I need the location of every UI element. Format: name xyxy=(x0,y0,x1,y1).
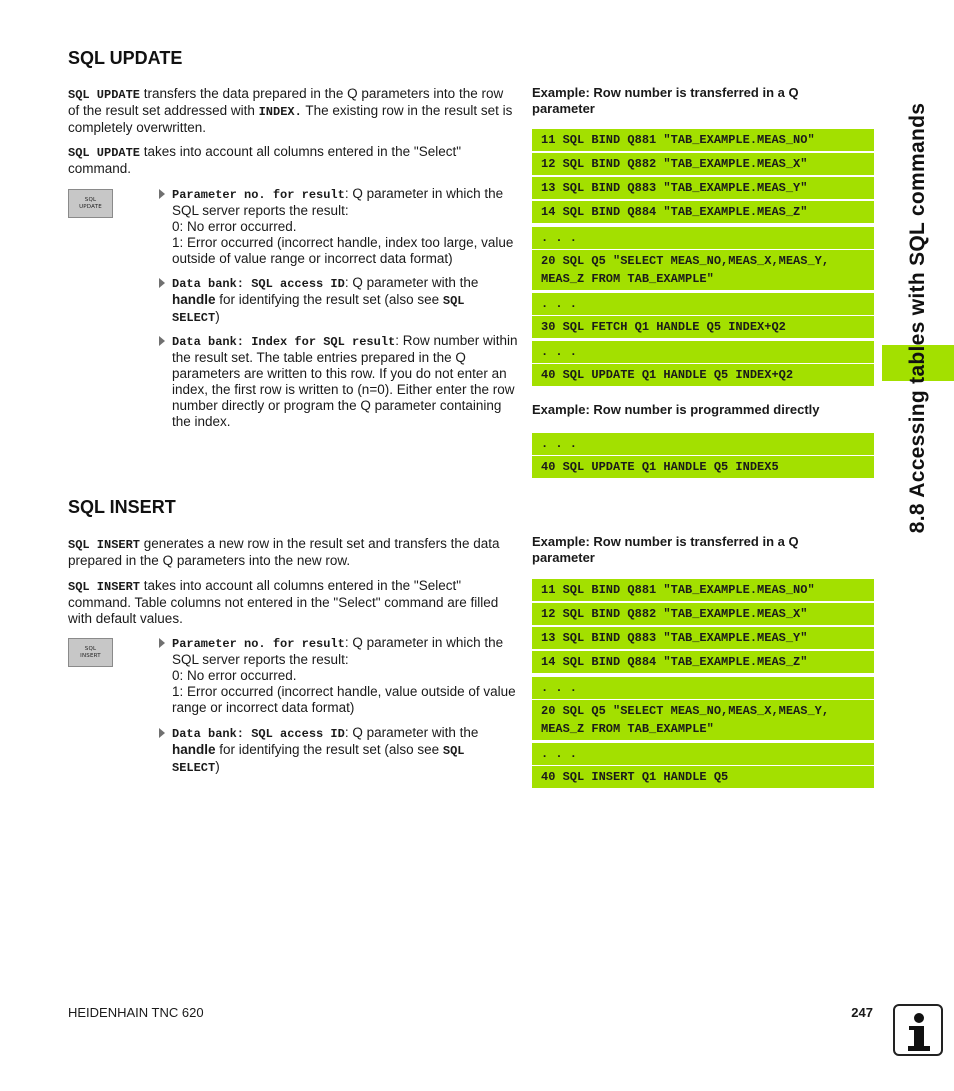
bold-text: handle xyxy=(172,742,216,757)
example-title: Example: Row number is transferred in a Q parameter xyxy=(532,85,799,116)
code-line: 20 SQL Q5 "SELECT MEAS_NO,MEAS_X,MEAS_Y, MEAS_Z FROM TAB_EXAMPLE" xyxy=(532,700,874,740)
triangle-bullet-icon xyxy=(159,638,165,648)
inline-code: Data bank: SQL access ID xyxy=(172,277,345,291)
inline-code: SQL INSERT xyxy=(68,538,141,552)
inline-code: SQL INSERT xyxy=(68,580,141,594)
text: transfers the data prepared in the Q parameters into the row of the result set addressed with xyxy=(68,86,504,118)
code-line: . . . xyxy=(532,293,874,315)
paragraph xyxy=(68,144,518,177)
text: takes into account all columns entered in the "Select" command. Table columns not entered in the "Select" command are filled with default values. xyxy=(68,578,499,626)
inline-code: SQL UPDATE xyxy=(68,88,141,102)
inline-code: SQL UPDATE xyxy=(68,146,141,160)
softkey-sql-insert[interactable] xyxy=(68,638,113,667)
example-title: Example: Row number is transferred in a Q parameter xyxy=(532,534,799,565)
text: : Q parameter in which the SQL server reports the result: xyxy=(172,635,504,667)
code-line: 40 SQL UPDATE Q1 HANDLE Q5 INDEX+Q2 xyxy=(532,364,874,386)
code-line: . . . xyxy=(532,433,874,455)
softkey-label: UPDATE xyxy=(79,204,102,210)
code-line: 40 SQL INSERT Q1 HANDLE Q5 xyxy=(532,766,874,788)
text: for identifying the result set (also see xyxy=(215,742,443,757)
text: 1: Error occurred (incorrect handle, index too large, value outside of value range or incorrect data format) xyxy=(172,235,514,266)
text: generates a new row in the result set and transfers the data prepared in the Q parameters into the new row. xyxy=(68,536,500,568)
text: : Q parameter with the xyxy=(344,275,479,290)
bullet-item xyxy=(159,635,519,716)
softkey-label: SQL xyxy=(84,197,97,203)
text: : Q parameter with the xyxy=(344,725,479,740)
text: ) xyxy=(215,309,220,324)
softkey-label: SQL xyxy=(84,646,97,652)
code-line: 20 SQL Q5 "SELECT MEAS_NO,MEAS_X,MEAS_Y, MEAS_Z FROM TAB_EXAMPLE" xyxy=(532,250,874,290)
code-line: . . . xyxy=(532,227,874,249)
code-line: 30 SQL FETCH Q1 HANDLE Q5 INDEX+Q2 xyxy=(532,316,874,338)
code-line: 13 SQL BIND Q883 "TAB_EXAMPLE.MEAS_Y" xyxy=(532,627,874,649)
bullet-item xyxy=(159,275,519,326)
code-line: 11 SQL BIND Q881 "TAB_EXAMPLE.MEAS_NO" xyxy=(532,129,874,151)
triangle-bullet-icon xyxy=(159,278,165,288)
text: for identifying the result set (also see xyxy=(215,292,443,307)
text: 1: Error occurred (incorrect handle, value outside of value range or incorrect data format) xyxy=(172,684,516,715)
section-heading-sql-insert: SQL INSERT xyxy=(68,497,176,517)
inline-code: SQL SELECT xyxy=(172,294,465,325)
chapter-tab-title: 8.8 Accessing tables with SQL commands xyxy=(906,102,929,534)
code-line: . . . xyxy=(532,743,874,765)
bullet-item xyxy=(159,725,519,776)
inline-code: INDEX. xyxy=(258,105,302,119)
code-line: 12 SQL BIND Q882 "TAB_EXAMPLE.MEAS_X" xyxy=(532,603,874,625)
triangle-bullet-icon xyxy=(159,189,165,199)
code-line: 40 SQL UPDATE Q1 HANDLE Q5 INDEX5 xyxy=(532,456,874,478)
page-number: 247 xyxy=(851,1005,873,1020)
softkey-label: INSERT xyxy=(80,653,101,659)
code-line: 14 SQL BIND Q884 "TAB_EXAMPLE.MEAS_Z" xyxy=(532,651,874,673)
inline-code: Parameter no. for result xyxy=(172,637,345,651)
info-icon xyxy=(893,1004,943,1056)
paragraph xyxy=(68,578,518,627)
paragraph xyxy=(68,86,518,136)
paragraph xyxy=(68,536,518,569)
triangle-bullet-icon xyxy=(159,728,165,738)
softkey-sql-update[interactable] xyxy=(68,189,113,218)
inline-code: Parameter no. for result xyxy=(172,188,345,202)
inline-code: Data bank: Index for SQL result xyxy=(172,335,396,349)
code-line: 11 SQL BIND Q881 "TAB_EXAMPLE.MEAS_NO" xyxy=(532,579,874,601)
code-line: . . . xyxy=(532,677,874,699)
text: : Row number within the result set. The table entries prepared in the Q parameters are written to this row. If you do not enter an index, the first row is written to (n=0). Either enter the row number directly or program the Q parameter containing the index. xyxy=(172,333,518,429)
bullet-item xyxy=(159,186,519,267)
triangle-bullet-icon xyxy=(159,336,165,346)
code-line: 12 SQL BIND Q882 "TAB_EXAMPLE.MEAS_X" xyxy=(532,153,874,175)
code-line: . . . xyxy=(532,341,874,363)
inline-code: SQL SELECT xyxy=(172,744,465,775)
bold-text: handle xyxy=(172,292,216,307)
text: The existing row in the result set is completely overwritten. xyxy=(68,103,513,135)
example-title: Example: Row number is programmed directly xyxy=(532,402,820,417)
text: takes into account all columns entered in the "Select" command. xyxy=(68,144,462,176)
footer-product: HEIDENHAIN TNC 620 xyxy=(68,1005,204,1020)
text: 0: No error occurred. xyxy=(172,668,297,683)
code-line: 14 SQL BIND Q884 "TAB_EXAMPLE.MEAS_Z" xyxy=(532,201,874,223)
bullet-item xyxy=(159,333,519,430)
text: 0: No error occurred. xyxy=(172,219,297,234)
inline-code: Data bank: SQL access ID xyxy=(172,727,345,741)
section-heading-sql-update: SQL UPDATE xyxy=(68,48,183,68)
text: : Q parameter in which the SQL server reports the result: xyxy=(172,186,504,218)
code-line: 13 SQL BIND Q883 "TAB_EXAMPLE.MEAS_Y" xyxy=(532,177,874,199)
text: ) xyxy=(215,759,220,774)
